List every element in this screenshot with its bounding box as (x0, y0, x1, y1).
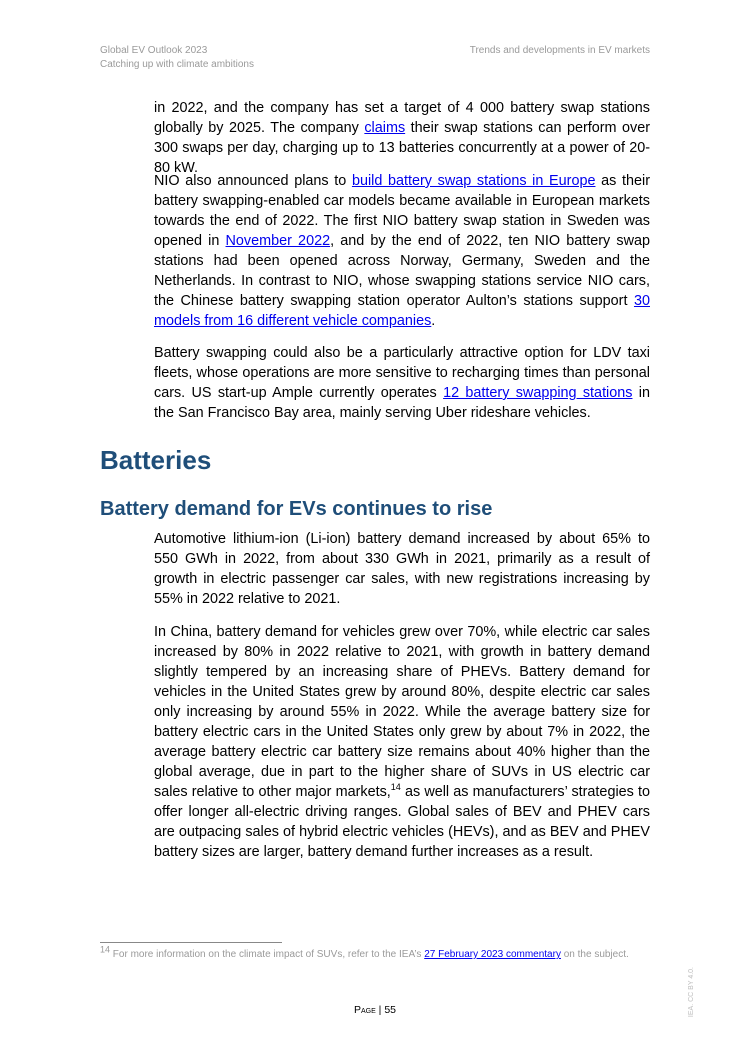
text-run: as well as manufacturers’ strategies to offer longer all-electric driving ranges. Global sales of BEV and PHEV cars are outpacing sales of hybrid electric vehicles (HEVs), and as BEV and PHEV battery sizes are larger, battery demand further increases as a result. (154, 784, 651, 860)
text-run: , and by the end of 2022, ten NIO battery swap stations had been opened across Norway, Germany, Sweden and the Netherlands. In contrast to NIO, whose swapping stations service NIO cars, the Chinese battery swapping station operator Aulton’s stations support (154, 233, 650, 309)
commentary-link[interactable]: 27 February 2023 commentary (424, 949, 561, 960)
body-paragraph-3 (154, 343, 650, 423)
page-separator: | (375, 1004, 385, 1016)
footnote (100, 944, 660, 960)
claims-link[interactable]: claims (364, 120, 406, 136)
footnote-ref[interactable]: 14 (390, 782, 401, 793)
subsection-heading: Battery demand for EVs continues to rise (100, 498, 493, 520)
body-paragraph-4 (154, 529, 650, 609)
running-header-left (100, 44, 254, 72)
text-run: on the subject. (560, 949, 629, 960)
footnote-number: 14 (100, 944, 111, 955)
text-run: NIO also announced plans to (154, 173, 352, 189)
footnote-divider (100, 942, 282, 943)
page-number-value: 55 (384, 1004, 397, 1016)
text-run: their swap stations can perform over 300 swaps per day, charging up to 13 batteries concurrently at a power of 20-80 kW. (154, 120, 650, 176)
section-heading: Batteries (100, 445, 212, 475)
text-run: In China, battery demand for vehicles grew over 70%, while electric car sales increased by 80% in 2022 relative to 2021, with growth in battery demand slightly tempered by an increasing share of PHEVs. Battery demand for vehicles in the United States grew by around 80%, despite electric car sales only increasing by around 55% in 2022. While the average battery size for battery electric cars in the United States only grew by about 7% in 2022, the average battery electric car battery size remains about 40% higher than the global average, due in part to the higher share of SUVs in US electric car sales relative to other major markets, (154, 624, 650, 800)
text-run: . (431, 313, 436, 329)
aulton-models-link[interactable]: 30 models from 16 different vehicle companies (154, 293, 650, 329)
text-run: in 2022, and the company has set a target of 4 000 battery swap stations globally by 2025. The company (154, 100, 650, 136)
text-run: Battery swapping could also be a particularly attractive option for LDV taxi fleets, whose operations are more sensitive to recharging times than personal cars. US start-up Ample currently operates (154, 345, 650, 401)
text-run: as their battery swapping-enabled car models became available in European markets towards the end of 2022. The first NIO battery swap station in Sweden was opened in (154, 173, 650, 249)
europe-swap-stations-link[interactable]: build battery swap stations in Europe (351, 173, 596, 189)
body-paragraph-5 (154, 622, 650, 862)
body-paragraph-1 (154, 98, 650, 178)
ample-stations-link[interactable]: 12 battery swapping stations (443, 385, 633, 401)
body-paragraph-2 (154, 171, 650, 331)
november-2022-link[interactable]: November 2022 (225, 233, 331, 249)
page-number (0, 1004, 750, 1016)
text-run: in the San Francisco Bay area, mainly serving Uber rideshare vehicles. (154, 385, 650, 421)
page-label: Page (353, 1004, 376, 1016)
paragraph-text: Automotive lithium-ion (Li-ion) battery demand increased by about 65% to 550 GWh in 2022, from about 330 GWh in 2021, primarily as a result of growth in electric passenger car sales, with new registrations increasing by 55% in 2022 relative to 2021. (154, 531, 650, 607)
report-title: Global EV Outlook 2023 (100, 45, 208, 56)
report-subtitle: Catching up with climate ambitions (100, 59, 254, 70)
text-run: For more information on the climate impact of SUVs, refer to the IEA’s (110, 949, 425, 960)
running-header-right: Trends and developments in EV markets (469, 45, 650, 56)
license-note: IEA. CC BY 4.0. (688, 967, 695, 1018)
